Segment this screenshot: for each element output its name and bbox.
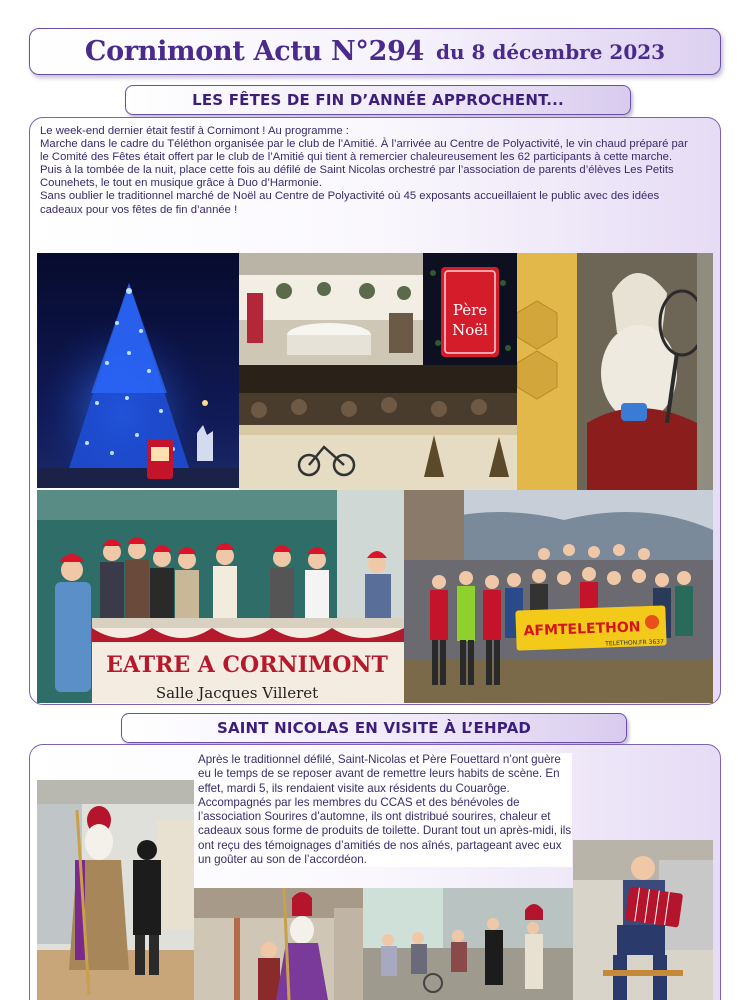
theatre-banner-subtext: Salle Jacques Villeret: [155, 684, 319, 702]
article-paragraph: Puis à la tombée de la nuit, place cette fois au défilé de Saint Nicolas orchestré par l’association de parents d’élèves Les Petits Counehets, le tout en musique grâce à Duo d’Harmonie.: [40, 164, 674, 190]
pere-noel-sign-scene: [423, 253, 517, 365]
photo-saint-nicolas-pere-fouettard: [37, 780, 194, 1000]
telethon-group-scene: [404, 490, 713, 703]
accordion-scene: [573, 840, 713, 1000]
photo-theatre-group: [37, 490, 404, 703]
ehpad-hallway-scene: [37, 780, 194, 1000]
theatre-banner-text: EATRE A CORNIMONT: [106, 652, 388, 678]
photo-ehpad-lounge: [363, 888, 573, 1000]
photo-saint-nicolas: [517, 253, 713, 490]
section-heading-fetes: LES FÊTES DE FIN D’ANNÉE APPROCHENT...: [125, 85, 631, 115]
masthead: [29, 28, 721, 75]
article-text-fetes: [40, 125, 698, 217]
article-paragraph: Le week-end dernier était festif à Cornimont ! Au programme :: [40, 125, 349, 137]
christmas-tree-scene: [37, 253, 239, 488]
article-paragraph: Marche dans le cadre du Téléthon organisée par le club de l’Amitié. À l’arrivée au Centre de Polyactivité, le vin chaud préparé par le Comité des Fêtes était offert par le club de l’Amitié qui tient à remercier chaleureusement les 62 participants à cette marche.: [40, 138, 688, 164]
sign-text: Noël: [452, 321, 488, 339]
theatre-group-scene: [37, 490, 404, 703]
photo-resident-visit: [194, 888, 363, 1000]
newsletter-title: Cornimont Actu N°294: [84, 36, 425, 67]
sign-text: Père: [452, 301, 488, 319]
ehpad-lounge-scene: [363, 888, 573, 1000]
section-heading-ehpad: SAINT NICOLAS EN VISITE À L’EHPAD: [121, 713, 627, 743]
resident-visit-scene: [194, 888, 363, 1000]
saint-nicolas-scene: [517, 253, 713, 490]
photo-telethon-group: [404, 490, 713, 703]
issue-date: du 8 décembre 2023: [436, 39, 666, 64]
photo-market-hall: [239, 253, 423, 365]
market-hall-scene: [239, 253, 423, 365]
photo-christmas-tree: [37, 253, 239, 488]
parade-float-scene: [239, 365, 517, 490]
afm-banner-subtext: TELETHON.FR 3637: [605, 638, 664, 648]
photo-accordion-player: [573, 840, 713, 1000]
article-text-ehpad: Après le traditionnel défilé, Saint-Nicolas et Père Fouettard n’ont guère eu le temps de se reposer avant de remettre leurs habits de scène. En effet, mardi 5, ils rendaient visite aux résidents du Couarôge. Accompagnés par les membres du CCAS et des bénévoles de l’association Sourires d’automne, ils ont distribué sourires, chaleur et cadeaux sous forme de produits de toilette. Durant tout un après-midi, ils ont reçu des témoignages d’amitiés de nos aînés, partageant avec eux un goûter au son de l’accordéon.: [198, 753, 572, 867]
article-paragraph: Sans oublier le traditionnel marché de Noël au Centre de Polyactivité où 45 exposants accueillaient le public avec des idées cadeaux pour vos fêtes de fin d’année !: [40, 190, 660, 216]
photo-parade-float: [239, 365, 517, 490]
afm-banner-text: AFMTELETHON: [523, 619, 641, 640]
photo-pere-noel-sign: [423, 253, 517, 365]
